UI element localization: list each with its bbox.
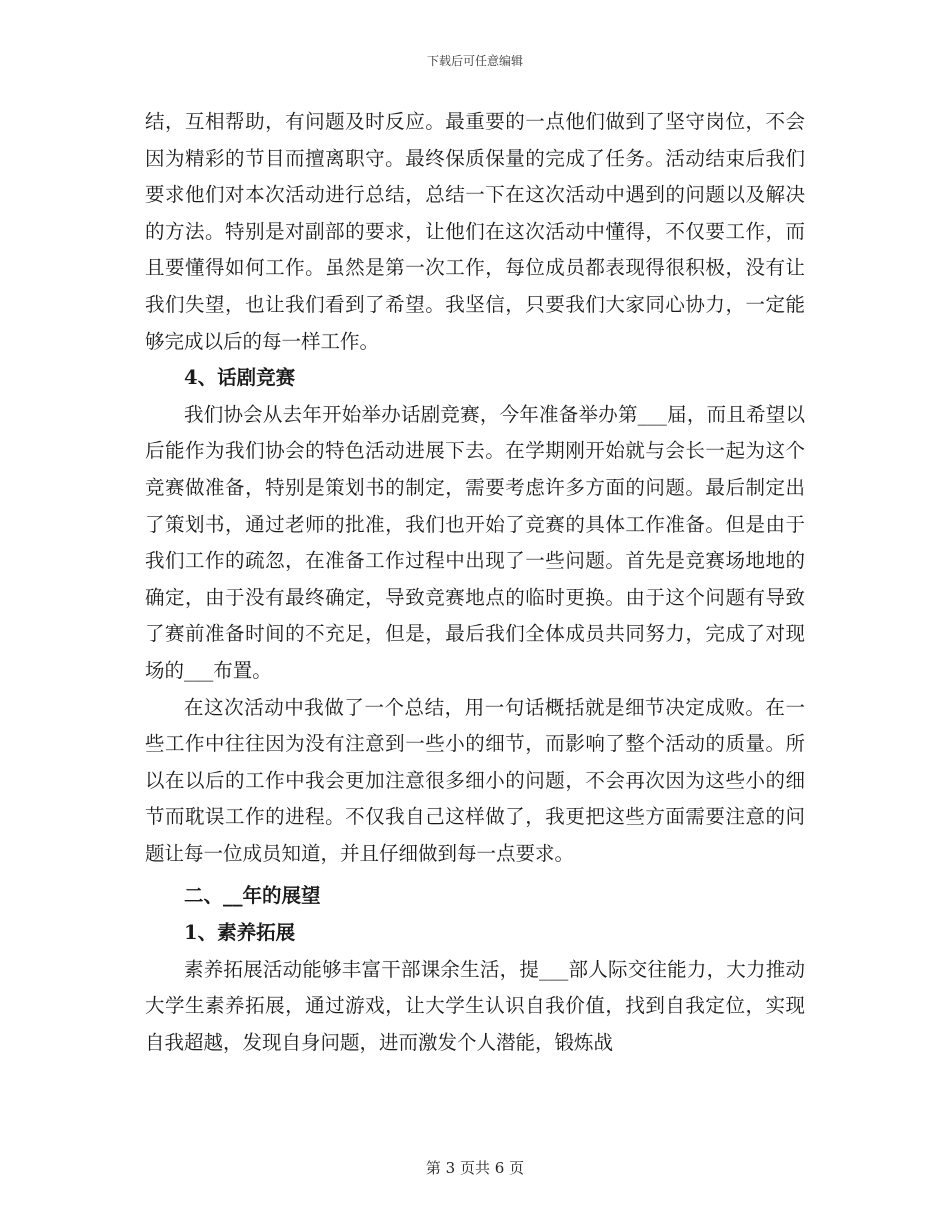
heading-quality-development: 1、素养拓展 (184, 921, 296, 945)
heading-drama-competition: 4、话剧竞赛 (184, 366, 296, 390)
section-heading-outlook: 二、__年的展望 (184, 884, 321, 908)
page-header-note: 下载后可任意编辑 (426, 54, 523, 68)
paragraph-continued: 结，互相帮助，有问题及时反应。最重要的一点他们做到了坚守岗位，不会因为精彩的节目而擅离职守。最终保质保量的完成了任务。活动结束后我们要求他们对本次活动进行总结，总结一下在这次活动中遇到的问题以及解决的方法。特别是对副部的要求，让他们在这次活动中懂得，不仅要工作，而且要懂得如何工作。虽然是第一次工作，每位成员都表现得很积极，没有让我们失望，也让我们看到了希望。我坚信，只要我们大家同心协力，一定能够完成以后的每一样工作。 (145, 110, 805, 353)
paragraph-drama-competition: 我们协会从去年开始举办话剧竞赛，今年准备举办第___届，而且希望以后能作为我们协会的特色活动进展下去。在学期刚开始就与会长一起为这个竞赛做准备，特别是策划书的制定，需要考虑许多方面的问题。最后制定出了策划书，通过老师的批准，我们也开始了竞赛的具体工作准备。但是由于我们工作的疏忽，在准备工作过程中出现了一些问题。首先是竞赛场地地的确定，由于没有最终确定，导致竞赛地点的临时更换。由于这个问题有导致了赛前准备时间的不充足，但是，最后我们全体成员共同努力，完成了对现场的___布置。 (145, 402, 805, 682)
page-number-footer: 第 3 页共 6 页 (425, 1159, 525, 1177)
paragraph-quality-development: 素养拓展活动能够丰富干部课余生活，提___部人际交往能力，大力推动大学生素养拓展，通过游戏，让大学生认识自我价值，找到自我定位，实现自我超越，发现自身问题，进而激发个人潜能，锻炼战 (145, 957, 805, 1054)
document-body (145, 104, 805, 1061)
paragraph-summary: 在这次活动中我做了一个总结，用一句话概括就是细节决定成败。在一些工作中往往因为没有注意到一些小的细节，而影响了整个活动的质量。所以在以后的工作中我会更加注意很多细小的问题，不会再次因为这些小的细节而耽误工作的进程。不仅我自己这样做了，我更把这些方面需要注意的问题让每一位成员知道，并且仔细做到每一点要求。 (145, 695, 805, 865)
